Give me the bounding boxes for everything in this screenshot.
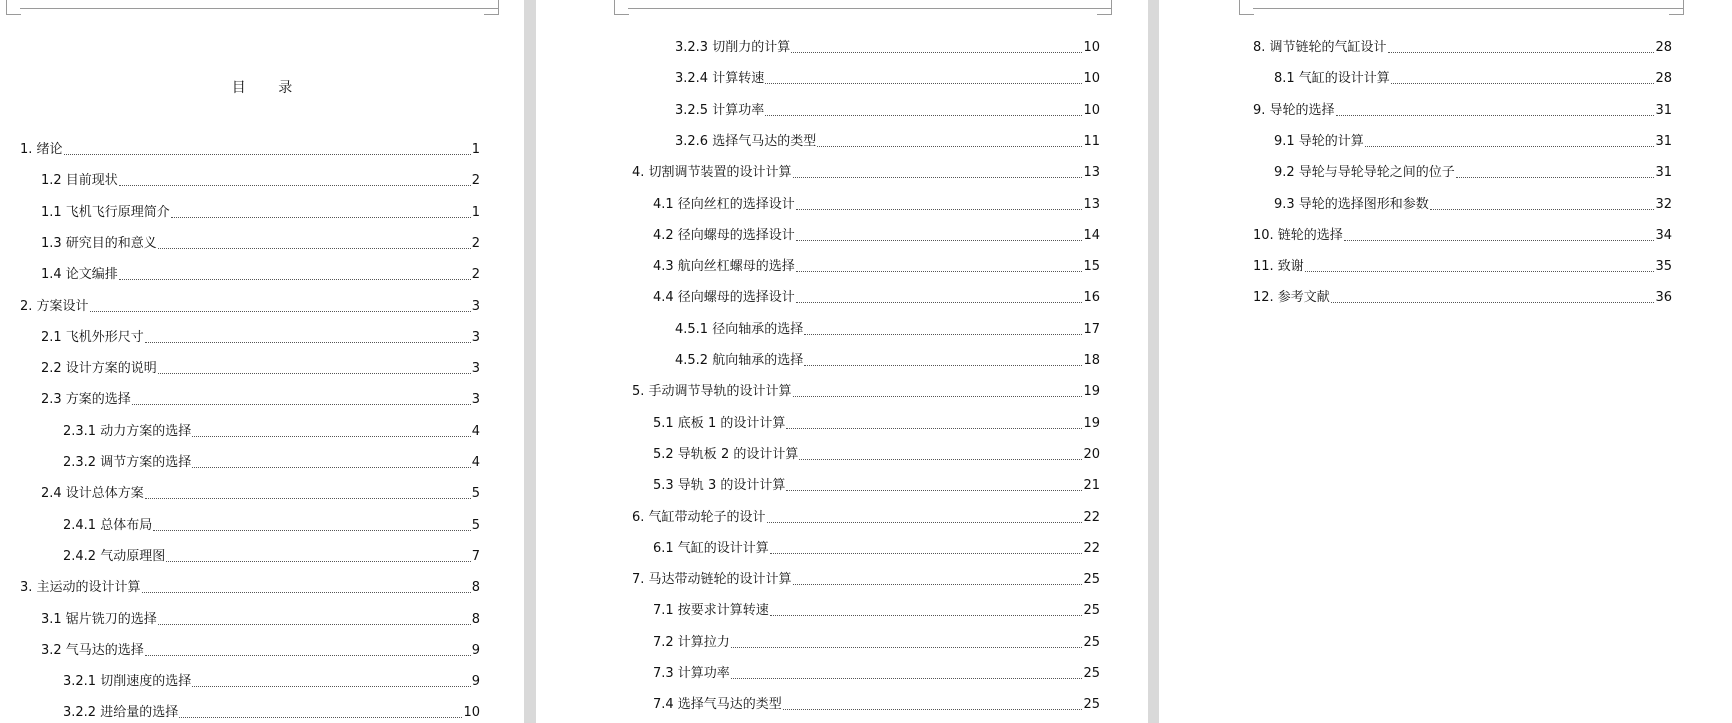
toc-entry[interactable] bbox=[1274, 163, 1672, 183]
toc-entry-label: 4.2 径向螺母的选择设计 bbox=[653, 227, 795, 243]
toc-entry-label: 9. 导轮的选择 bbox=[1253, 102, 1335, 118]
toc-entry[interactable] bbox=[41, 390, 480, 410]
toc-dot-leader bbox=[192, 685, 471, 687]
toc-entry[interactable] bbox=[675, 320, 1100, 340]
toc-entry-label: 4.4 径向螺母的选择设计 bbox=[653, 290, 795, 306]
toc-entry-page-number: 14 bbox=[1083, 227, 1100, 243]
toc-entry-page-number: 4 bbox=[471, 455, 480, 470]
toc-entry-label: 4. 切割调节装置的设计计算 bbox=[632, 165, 792, 181]
toc-entry-label: 7.3 计算功率 bbox=[653, 666, 730, 681]
toc-entry-page-number: 15 bbox=[1083, 259, 1100, 275]
toc-entry-label: 2. 方案设计 bbox=[20, 298, 89, 314]
toc-dot-leader bbox=[145, 497, 471, 499]
toc-entry[interactable] bbox=[675, 351, 1100, 371]
toc-entry-page-number: 3 bbox=[471, 361, 480, 377]
toc-entry-label: 2.3.1 动力方案的选择 bbox=[63, 423, 192, 439]
toc-entry[interactable] bbox=[653, 288, 1100, 308]
toc-entry[interactable] bbox=[675, 69, 1100, 89]
toc-entry-page-number: 3 bbox=[471, 329, 480, 345]
toc-entry-label: 4.1 径向丝杠的选择设计 bbox=[653, 196, 795, 212]
toc-dot-leader bbox=[192, 466, 471, 468]
toc-entry-label: 3. 主运动的设计计算 bbox=[20, 580, 141, 596]
toc-dot-leader bbox=[817, 145, 1082, 147]
toc-entry[interactable] bbox=[63, 453, 480, 473]
toc-entry-label: 3.2 气马达的选择 bbox=[41, 642, 144, 658]
toc-entry[interactable] bbox=[632, 508, 1100, 528]
toc-dot-leader bbox=[1305, 270, 1655, 272]
toc-entry[interactable] bbox=[1253, 226, 1672, 246]
toc-entry-page-number: 34 bbox=[1655, 227, 1672, 243]
toc-entry[interactable] bbox=[41, 203, 480, 223]
toc-entry-page-number: 2 bbox=[471, 235, 480, 251]
toc-entry-page-number: 32 bbox=[1655, 196, 1672, 212]
toc-entry-label: 3.2.3 切削力的计算 bbox=[675, 40, 791, 55]
toc-entry-label: 4.5.2 航向轴承的选择 bbox=[675, 353, 804, 368]
toc-list bbox=[536, 0, 1148, 723]
toc-dot-leader bbox=[145, 341, 471, 343]
toc-entry[interactable] bbox=[675, 38, 1100, 58]
toc-entry-label: 9.3 导轮的选择图形和参数 bbox=[1274, 196, 1429, 212]
toc-entry[interactable] bbox=[653, 601, 1100, 621]
toc-entry-page-number: 9 bbox=[471, 642, 480, 658]
toc-entry-label: 3.2.5 计算功率 bbox=[675, 102, 765, 118]
toc-entry-page-number: 8 bbox=[471, 611, 480, 627]
toc-list bbox=[1159, 0, 1732, 723]
toc-dot-leader bbox=[142, 591, 471, 593]
toc-entry-page-number: 25 bbox=[1083, 666, 1100, 681]
toc-entry[interactable] bbox=[41, 484, 480, 504]
toc-dot-leader bbox=[767, 521, 1083, 523]
toc-entry-label: 5.1 底板 1 的设计计算 bbox=[653, 415, 786, 431]
toc-dot-leader bbox=[765, 114, 1082, 116]
toc-dot-leader bbox=[64, 153, 471, 155]
toc-entry-label: 4.3 航向丝杠螺母的选择 bbox=[653, 259, 795, 275]
toc-dot-leader bbox=[783, 708, 1083, 710]
toc-entry[interactable] bbox=[653, 414, 1100, 434]
document-page-3 bbox=[1159, 0, 1732, 723]
toc-entry[interactable] bbox=[20, 578, 480, 598]
toc-entry-page-number: 10 bbox=[1083, 71, 1100, 87]
toc-entry-label: 1.1 飞机飞行原理简介 bbox=[41, 204, 170, 220]
toc-entry-page-number: 36 bbox=[1655, 290, 1672, 306]
toc-entry[interactable] bbox=[41, 359, 480, 379]
toc-dot-leader bbox=[799, 458, 1082, 460]
toc-dot-leader bbox=[119, 184, 471, 186]
toc-entry[interactable] bbox=[675, 101, 1100, 121]
toc-entry-label: 2.3 方案的选择 bbox=[41, 392, 131, 408]
toc-entry-label: 7.1 按要求计算转速 bbox=[653, 603, 769, 619]
toc-entry[interactable] bbox=[41, 610, 480, 630]
toc-dot-leader bbox=[171, 216, 471, 218]
toc-entry-label: 3.2.4 计算转速 bbox=[675, 71, 765, 87]
toc-dot-leader bbox=[791, 51, 1082, 53]
toc-entry-page-number: 35 bbox=[1655, 259, 1672, 275]
toc-entry-label: 3.2.6 选择气马达的类型 bbox=[675, 133, 817, 149]
toc-entry-label: 1.4 论文编排 bbox=[41, 267, 118, 283]
toc-entry-label: 2.4 设计总体方案 bbox=[41, 486, 144, 502]
toc-entry-label: 5. 手动调节导轨的设计计算 bbox=[632, 384, 792, 400]
toc-entry-page-number: 10 bbox=[463, 705, 480, 721]
toc-dot-leader bbox=[192, 435, 471, 437]
toc-entry-label: 6.1 气缸的设计计算 bbox=[653, 540, 769, 556]
toc-entry-page-number: 17 bbox=[1083, 321, 1100, 337]
toc-dot-leader bbox=[1430, 208, 1655, 210]
toc-dot-leader bbox=[786, 427, 1082, 429]
toc-entry-page-number: 3 bbox=[471, 392, 480, 408]
toc-entry[interactable] bbox=[653, 633, 1100, 653]
toc-entry-page-number: 11 bbox=[1083, 133, 1100, 149]
toc-entry-page-number: 25 bbox=[1083, 697, 1100, 713]
toc-dot-leader bbox=[793, 176, 1083, 178]
toc-dot-leader bbox=[796, 239, 1083, 241]
toc-dot-leader bbox=[786, 489, 1082, 491]
toc-dot-leader bbox=[90, 310, 471, 312]
toc-entry-page-number: 10 bbox=[1083, 40, 1100, 55]
toc-entry[interactable] bbox=[63, 703, 480, 723]
toc-dot-leader bbox=[796, 270, 1083, 272]
toc-dot-leader bbox=[796, 208, 1083, 210]
toc-entry[interactable] bbox=[653, 226, 1100, 246]
toc-entry-page-number: 2 bbox=[471, 267, 480, 283]
document-page-2 bbox=[536, 0, 1148, 723]
toc-entry-page-number: 18 bbox=[1083, 353, 1100, 368]
document-page-1 bbox=[0, 0, 524, 723]
toc-entry-label: 11. 致谢 bbox=[1253, 259, 1304, 275]
toc-entry[interactable] bbox=[632, 382, 1100, 402]
toc-dot-leader bbox=[179, 716, 462, 718]
toc-entry-page-number: 5 bbox=[471, 517, 480, 533]
toc-entry-label: 1.3 研究目的和意义 bbox=[41, 235, 157, 251]
toc-entry-label: 2.1 飞机外形尺寸 bbox=[41, 329, 144, 345]
toc-entry[interactable] bbox=[1253, 38, 1672, 58]
toc-entry-page-number: 22 bbox=[1083, 540, 1100, 556]
toc-entry-page-number: 28 bbox=[1655, 40, 1672, 55]
toc-entry-label: 8. 调节链轮的气缸设计 bbox=[1253, 40, 1387, 55]
toc-entry-page-number: 5 bbox=[471, 486, 480, 502]
toc-entry[interactable] bbox=[653, 476, 1100, 496]
toc-entry[interactable] bbox=[41, 265, 480, 285]
toc-entry-page-number: 1 bbox=[471, 142, 480, 157]
toc-entry[interactable] bbox=[653, 195, 1100, 215]
toc-entry-label: 7. 马达带动链轮的设计计算 bbox=[632, 572, 792, 588]
toc-entry[interactable] bbox=[63, 516, 480, 536]
toc-entry-page-number: 13 bbox=[1083, 196, 1100, 212]
toc-entry-page-number: 3 bbox=[471, 298, 480, 314]
toc-entry[interactable] bbox=[1274, 132, 1672, 152]
toc-entry[interactable] bbox=[20, 297, 480, 317]
toc-dot-leader bbox=[804, 333, 1082, 335]
toc-entry-label: 7.4 选择气马达的类型 bbox=[653, 697, 782, 713]
toc-dot-leader bbox=[804, 364, 1082, 366]
toc-dot-leader bbox=[158, 372, 471, 374]
toc-list bbox=[0, 0, 524, 723]
toc-dot-leader bbox=[770, 614, 1083, 616]
toc-entry[interactable] bbox=[1253, 257, 1672, 277]
toc-entry[interactable] bbox=[41, 234, 480, 254]
toc-dot-leader bbox=[1365, 145, 1655, 147]
toc-entry-label: 3.1 锯片铣刀的选择 bbox=[41, 611, 157, 627]
toc-entry-page-number: 19 bbox=[1083, 384, 1100, 400]
toc-entry-page-number: 25 bbox=[1083, 572, 1100, 588]
toc-dot-leader bbox=[119, 278, 471, 280]
toc-entry[interactable] bbox=[1274, 69, 1672, 89]
toc-entry-page-number: 7 bbox=[471, 548, 480, 564]
toc-entry-label: 2.3.2 调节方案的选择 bbox=[63, 455, 192, 470]
toc-entry-label: 4.5.1 径向轴承的选择 bbox=[675, 321, 804, 337]
toc-entry[interactable] bbox=[63, 422, 480, 442]
toc-entry-label: 1. 绪论 bbox=[20, 142, 63, 157]
toc-entry-page-number: 25 bbox=[1083, 603, 1100, 619]
toc-dot-leader bbox=[731, 677, 1083, 679]
toc-entry-label: 2.4.2 气动原理图 bbox=[63, 548, 166, 564]
toc-entry-label: 8.1 气缸的设计计算 bbox=[1274, 71, 1390, 87]
toc-entry-label: 3.2.1 切削速度的选择 bbox=[63, 674, 192, 690]
toc-entry-label: 3.2.2 进给量的选择 bbox=[63, 705, 179, 721]
toc-entry[interactable] bbox=[653, 539, 1100, 559]
toc-entry-page-number: 10 bbox=[1083, 102, 1100, 118]
toc-entry-page-number: 22 bbox=[1083, 509, 1100, 525]
toc-entry-page-number: 13 bbox=[1083, 165, 1100, 181]
toc-entry-label: 5.3 导轨 3 的设计计算 bbox=[653, 478, 786, 494]
toc-dot-leader bbox=[158, 623, 471, 625]
toc-entry[interactable] bbox=[41, 641, 480, 661]
toc-entry-label: 1.2 目前现状 bbox=[41, 173, 118, 189]
toc-entry-label: 9.1 导轮的计算 bbox=[1274, 133, 1364, 149]
toc-dot-leader bbox=[1331, 301, 1655, 303]
toc-entry[interactable] bbox=[653, 695, 1100, 715]
toc-entry-label: 5.2 导轨板 2 的设计计算 bbox=[653, 446, 799, 462]
toc-entry[interactable] bbox=[632, 570, 1100, 590]
toc-entry-label: 9.2 导轮与导轮导轮之间的位子 bbox=[1274, 165, 1455, 181]
toc-dot-leader bbox=[132, 403, 471, 405]
toc-entry[interactable] bbox=[653, 257, 1100, 277]
toc-dot-leader bbox=[770, 552, 1083, 554]
toc-entry[interactable] bbox=[675, 132, 1100, 152]
toc-dot-leader bbox=[1388, 51, 1655, 53]
toc-entry-page-number: 21 bbox=[1083, 478, 1100, 494]
toc-entry-page-number: 4 bbox=[471, 423, 480, 439]
toc-entry-label: 12. 参考文献 bbox=[1253, 290, 1330, 306]
toc-entry[interactable] bbox=[41, 328, 480, 348]
toc-entry-page-number: 20 bbox=[1083, 446, 1100, 462]
toc-dot-leader bbox=[796, 301, 1083, 303]
toc-dot-leader bbox=[153, 529, 471, 531]
toc-title: 目 录 bbox=[231, 80, 307, 96]
toc-dot-leader bbox=[166, 560, 471, 562]
toc-entry[interactable] bbox=[1253, 288, 1672, 308]
toc-entry-page-number: 9 bbox=[471, 674, 480, 690]
toc-entry-page-number: 31 bbox=[1655, 102, 1672, 118]
toc-dot-leader bbox=[793, 395, 1083, 397]
toc-entry[interactable] bbox=[20, 140, 480, 160]
toc-entry[interactable] bbox=[41, 171, 480, 191]
toc-entry-label: 6. 气缸带动轮子的设计 bbox=[632, 509, 766, 525]
toc-dot-leader bbox=[1344, 239, 1655, 241]
toc-dot-leader bbox=[145, 654, 471, 656]
toc-dot-leader bbox=[1336, 114, 1655, 116]
toc-entry-label: 7.2 计算拉力 bbox=[653, 634, 730, 650]
toc-entry-label: 2.2 设计方案的说明 bbox=[41, 361, 157, 377]
toc-entry[interactable] bbox=[653, 445, 1100, 465]
toc-entry[interactable] bbox=[63, 547, 480, 567]
toc-entry[interactable] bbox=[632, 163, 1100, 183]
toc-entry-page-number: 25 bbox=[1083, 634, 1100, 650]
toc-dot-leader bbox=[158, 247, 471, 249]
toc-entry-page-number: 16 bbox=[1083, 290, 1100, 306]
toc-entry-page-number: 8 bbox=[471, 580, 480, 596]
toc-dot-leader bbox=[1391, 82, 1655, 84]
toc-entry-label: 2.4.1 总体布局 bbox=[63, 517, 153, 533]
toc-dot-leader bbox=[765, 82, 1082, 84]
toc-entry[interactable] bbox=[63, 672, 480, 692]
toc-dot-leader bbox=[793, 583, 1083, 585]
toc-entry[interactable] bbox=[1253, 101, 1672, 121]
toc-entry-page-number: 2 bbox=[471, 173, 480, 189]
toc-entry[interactable] bbox=[653, 664, 1100, 684]
toc-entry-page-number: 31 bbox=[1655, 133, 1672, 149]
toc-entry-page-number: 31 bbox=[1655, 165, 1672, 181]
toc-entry-page-number: 28 bbox=[1655, 71, 1672, 87]
toc-entry-page-number: 19 bbox=[1083, 415, 1100, 431]
toc-dot-leader bbox=[1456, 176, 1655, 178]
toc-dot-leader bbox=[731, 646, 1083, 648]
toc-entry-page-number: 1 bbox=[471, 204, 480, 220]
toc-entry-label: 10. 链轮的选择 bbox=[1253, 227, 1343, 243]
toc-entry[interactable] bbox=[1274, 195, 1672, 215]
